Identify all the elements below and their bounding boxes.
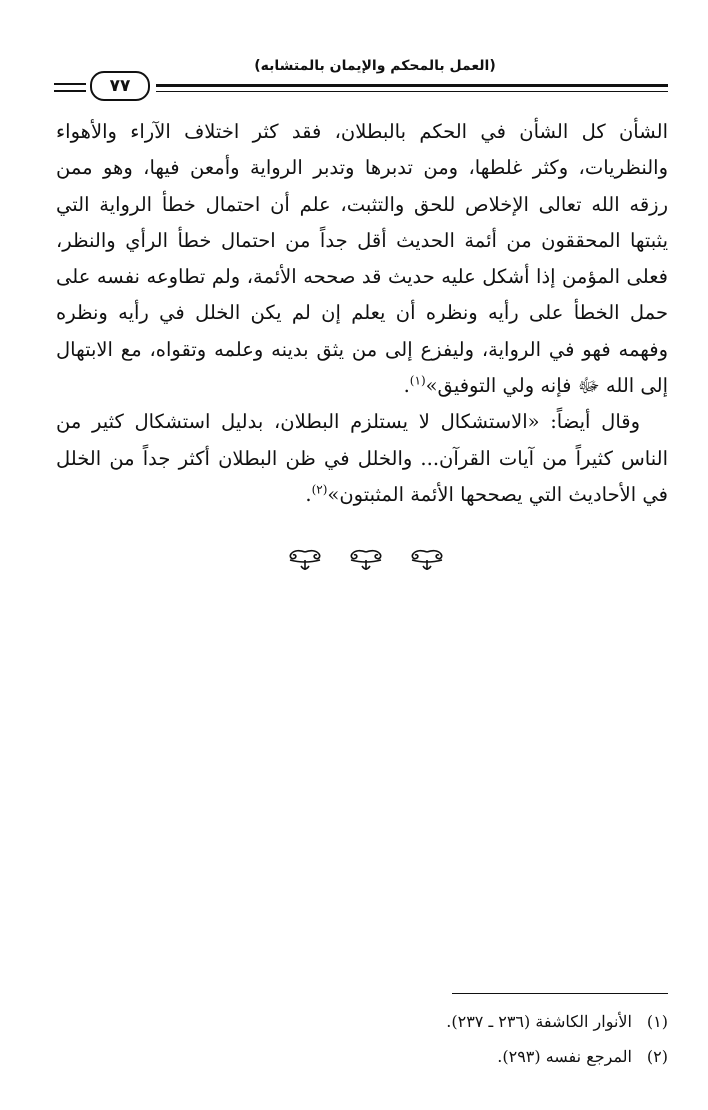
paragraph: وقال أيضاً: «الاستشكال لا يستلزم البطلان، بدليل استشكال كثير من الناس كثيراً من آيات القرآن... والخلل في ظن البطلان أكثر جداً من الخلل في الأحاديث التي يصححها الأئمة المثبتون»$^{(٢)}$. (56, 410, 668, 506)
ornament-icon (286, 548, 324, 574)
footnote-text: الأنوار الكاشفة (٢٣٦ ـ ٢٣٧). (446, 1012, 632, 1031)
header-title: (العمل بالمحكم والإيمان بالمتشابه) (254, 58, 496, 74)
footnote-ref: (١) (409, 373, 426, 388)
page-number: ٧٧ (90, 71, 150, 101)
ornament-icon (347, 548, 385, 574)
header-rule-thick (156, 84, 668, 87)
header-rule-thin (156, 91, 668, 92)
footnote-separator (452, 993, 668, 994)
footnotes (300, 1004, 668, 1074)
main-text (56, 114, 668, 513)
paragraph: الشأن كل الشأن في الحكم بالبطلان، فقد كثر اختلاف الآراء والأهواء والنظريات، وكثر غلطها، ومن تدبرها وتدبر الرواية وأمعن فيها، وهو ممن رزقه الله تعالى الإخلاص للحق والتثبت، علم أن احتمال خطأ الرواية التي يثبتها المحققون من أئمة الحديث أقل جداً من احتمال خطأ الرأي والنظر، فعلى المؤمن إذا أشكل عليه حديث قد صححه الأئمة، ولم تطاوعه نفسه على حمل الخطأ على رأيه ونظره أن يعلم إن لم يكن الخلل في رأيه ونظره وفهمه فهو في الرواية، وليفزع إلى من يثق بدينه وعلمه وتقواه، مع الابتهال إلى الله ﷻ فإنه ولي التوفيق»$^{(١)}$. (56, 120, 668, 398)
ornament-icon (408, 548, 446, 574)
footnote-ref: (٢) (311, 482, 328, 497)
page-number-rule-bottom (54, 90, 86, 92)
footnote-number: (١) (646, 1012, 668, 1031)
footnote-number: (٢) (646, 1047, 668, 1066)
footnote (300, 1004, 668, 1039)
footnote (300, 1039, 668, 1074)
footnote-text: المرجع نفسه (٢٩٣). (497, 1047, 632, 1066)
page-number-rule-top (54, 83, 86, 85)
section-divider-ornaments (286, 546, 446, 576)
